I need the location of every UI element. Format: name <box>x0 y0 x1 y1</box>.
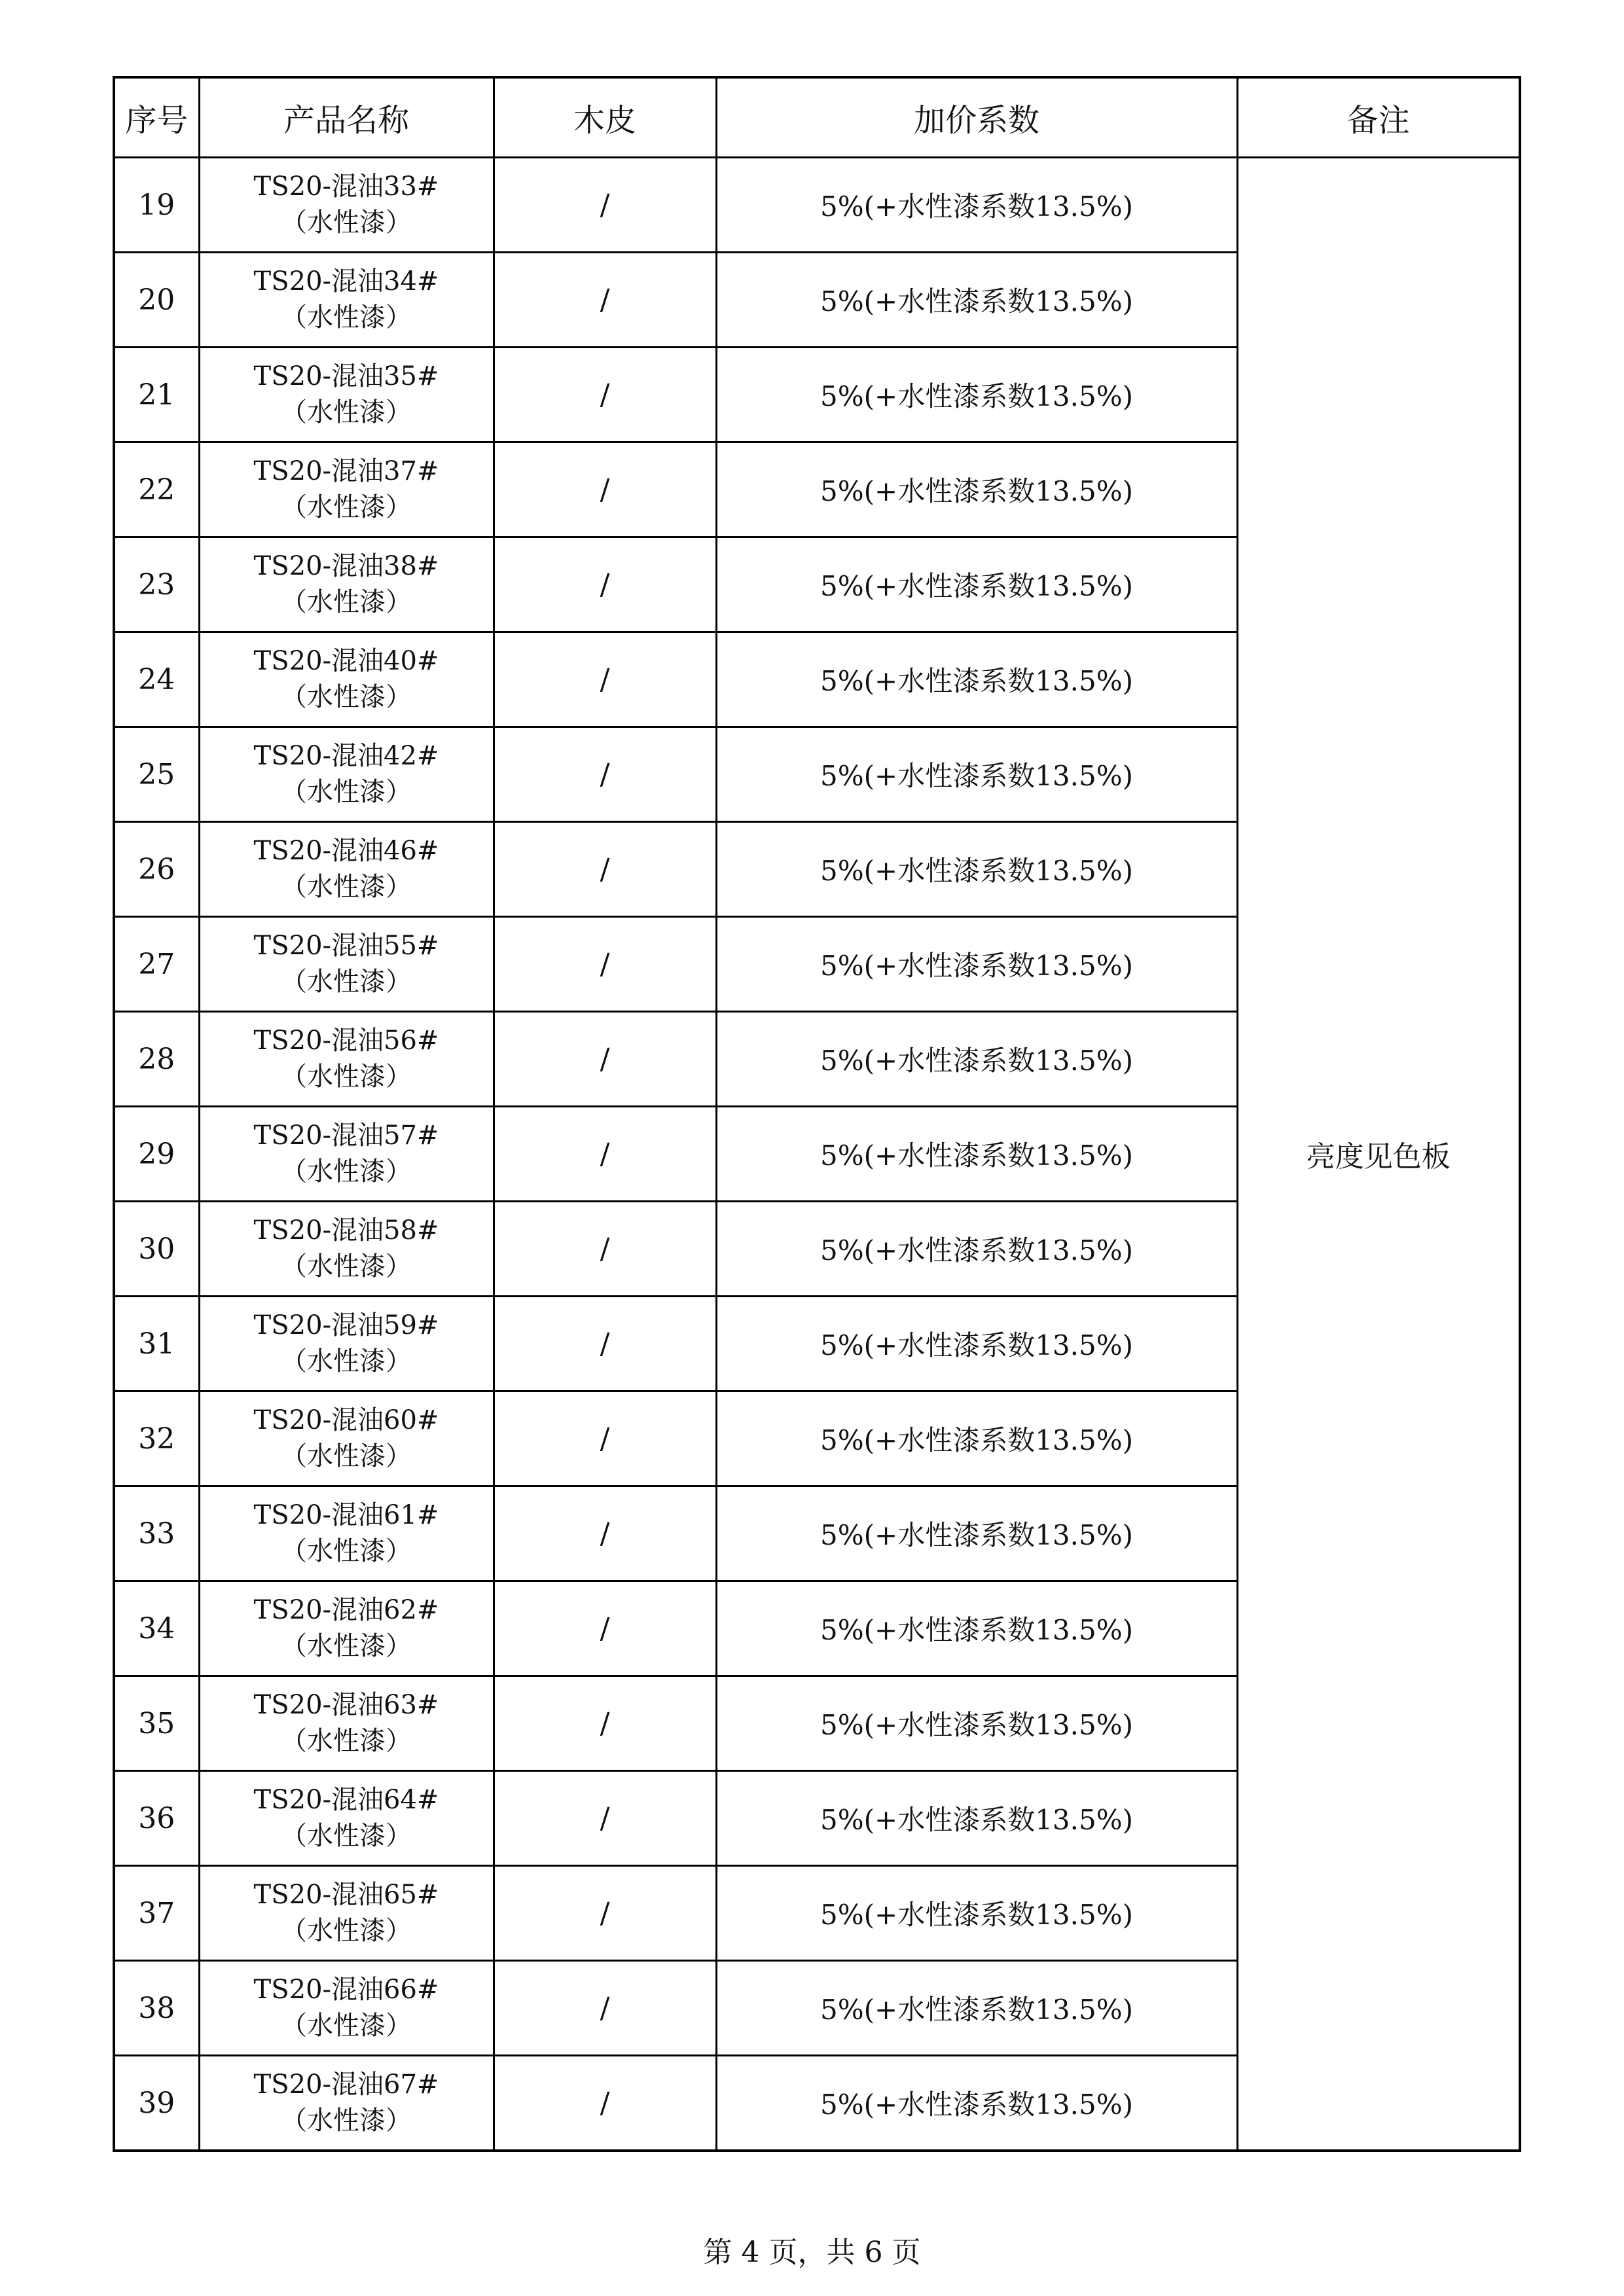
serial-number-cell: 36 <box>114 1771 199 1866</box>
product-paint-type: （水性漆） <box>281 967 412 997</box>
wood-veneer-cell: / <box>494 1012 716 1107</box>
product-name: TS20-混油55# <box>253 931 439 961</box>
product-paint-type: （水性漆） <box>281 302 412 332</box>
product-paint-type: （水性漆） <box>281 1346 412 1376</box>
product-name: TS20-混油60# <box>253 1405 439 1435</box>
product-name: TS20-混油59# <box>253 1310 439 1340</box>
page-number-text: 第 4 页，共 6 页 <box>703 2236 921 2269</box>
price-coefficient-cell: 5%(+水性漆系数13.5%) <box>716 1581 1237 1676</box>
serial-number-cell: 23 <box>114 537 199 632</box>
price-coefficient-cell: 5%(+水性漆系数13.5%) <box>716 1391 1237 1486</box>
serial-number-cell: 34 <box>114 1581 199 1676</box>
wood-veneer-cell: / <box>494 1202 716 1297</box>
wood-veneer-cell: / <box>494 917 716 1012</box>
product-name-cell <box>199 1961 494 2056</box>
wood-veneer-cell: / <box>494 1866 716 1961</box>
product-name: TS20-混油62# <box>253 1595 439 1625</box>
serial-number-cell: 20 <box>114 253 199 348</box>
product-name: TS20-混油65# <box>253 1880 439 1910</box>
price-coefficient-cell: 5%(+水性漆系数13.5%) <box>716 1771 1237 1866</box>
product-name: TS20-混油66# <box>253 1975 439 2005</box>
serial-number-cell: 22 <box>114 442 199 537</box>
wood-veneer-cell: / <box>494 1961 716 2056</box>
serial-number-cell: 29 <box>114 1107 199 1202</box>
product-name-cell <box>199 727 494 822</box>
product-name: TS20-混油46# <box>253 836 439 866</box>
wood-veneer-cell: / <box>494 1676 716 1771</box>
product-paint-type: （水性漆） <box>281 1157 412 1187</box>
product-name: TS20-混油40# <box>253 646 439 676</box>
product-paint-type: （水性漆） <box>281 2011 412 2041</box>
price-coefficient-cell: 5%(+水性漆系数13.5%) <box>716 1866 1237 1961</box>
product-paint-type: （水性漆） <box>281 1821 412 1851</box>
product-paint-type: （水性漆） <box>281 397 412 427</box>
product-name: TS20-混油42# <box>253 741 439 771</box>
wood-veneer-cell: / <box>494 2056 716 2151</box>
serial-number-cell: 33 <box>114 1486 199 1581</box>
product-paint-type: （水性漆） <box>281 1536 412 1566</box>
serial-number-cell: 35 <box>114 1676 199 1771</box>
serial-number-cell: 25 <box>114 727 199 822</box>
price-coefficient-cell: 5%(+水性漆系数13.5%) <box>716 1012 1237 1107</box>
product-paint-type: （水性漆） <box>281 1062 412 1092</box>
product-name-cell <box>199 1012 494 1107</box>
product-name: TS20-混油63# <box>253 1690 439 1720</box>
price-coefficient-cell: 5%(+水性漆系数13.5%) <box>716 632 1237 727</box>
serial-number-cell: 39 <box>114 2056 199 2151</box>
product-name-cell <box>199 1486 494 1581</box>
price-coefficient-cell: 5%(+水性漆系数13.5%) <box>716 1107 1237 1202</box>
product-name: TS20-混油61# <box>253 1500 439 1530</box>
product-paint-type: （水性漆） <box>281 1631 412 1661</box>
product-name-cell <box>199 2056 494 2151</box>
price-coefficient-cell: 5%(+水性漆系数13.5%) <box>716 917 1237 1012</box>
product-name-cell <box>199 537 494 632</box>
product-name: TS20-混油38# <box>253 551 439 581</box>
price-coefficient-cell: 5%(+水性漆系数13.5%) <box>716 1202 1237 1297</box>
product-name: TS20-混油33# <box>253 171 439 202</box>
wood-veneer-cell: / <box>494 822 716 917</box>
wood-veneer-cell: / <box>494 727 716 822</box>
serial-number-cell: 32 <box>114 1391 199 1486</box>
price-coefficient-cell: 5%(+水性漆系数13.5%) <box>716 1486 1237 1581</box>
product-paint-type: （水性漆） <box>281 872 412 902</box>
product-name-cell <box>199 442 494 537</box>
price-coefficient-cell: 5%(+水性漆系数13.5%) <box>716 1676 1237 1771</box>
price-coefficient-cell: 5%(+水性漆系数13.5%) <box>716 1961 1237 2056</box>
page-footer <box>0 2229 1624 2270</box>
product-name-cell <box>199 1771 494 1866</box>
price-coefficient-cell: 5%(+水性漆系数13.5%) <box>716 537 1237 632</box>
product-name-cell <box>199 158 494 253</box>
product-name-cell <box>199 1202 494 1297</box>
serial-number-cell: 31 <box>114 1297 199 1391</box>
header-serial-number: 序号 <box>114 77 199 158</box>
serial-number-cell: 37 <box>114 1866 199 1961</box>
product-paint-type: （水性漆） <box>281 777 412 807</box>
product-paint-type: （水性漆） <box>281 2106 412 2136</box>
product-name-cell <box>199 348 494 442</box>
product-name-cell <box>199 1866 494 1961</box>
header-wood-veneer: 木皮 <box>494 77 716 158</box>
serial-number-cell: 26 <box>114 822 199 917</box>
wood-veneer-cell: / <box>494 1771 716 1866</box>
product-name-cell <box>199 632 494 727</box>
product-name-cell <box>199 917 494 1012</box>
product-name-cell <box>199 822 494 917</box>
product-name-cell <box>199 1581 494 1676</box>
price-coefficient-cell: 5%(+水性漆系数13.5%) <box>716 158 1237 253</box>
product-paint-type: （水性漆） <box>281 1726 412 1756</box>
wood-veneer-cell: / <box>494 632 716 727</box>
price-coefficient-cell: 5%(+水性漆系数13.5%) <box>716 2056 1237 2151</box>
product-name-cell <box>199 253 494 348</box>
product-paint-type: （水性漆） <box>281 587 412 617</box>
product-paint-type: （水性漆） <box>281 1251 412 1282</box>
serial-number-cell: 19 <box>114 158 199 253</box>
serial-number-cell: 28 <box>114 1012 199 1107</box>
header-product-name: 产品名称 <box>199 77 494 158</box>
wood-veneer-cell: / <box>494 348 716 442</box>
wood-veneer-cell: / <box>494 158 716 253</box>
product-name: TS20-混油37# <box>253 456 439 486</box>
product-name-cell <box>199 1676 494 1771</box>
wood-veneer-cell: / <box>494 1107 716 1202</box>
serial-number-cell: 21 <box>114 348 199 442</box>
price-table <box>113 76 1521 2152</box>
wood-veneer-cell: / <box>494 253 716 348</box>
product-name: TS20-混油58# <box>253 1215 439 1246</box>
header-price-coefficient: 加价系数 <box>716 77 1237 158</box>
product-paint-type: （水性漆） <box>281 1916 412 1946</box>
price-coefficient-cell: 5%(+水性漆系数13.5%) <box>716 348 1237 442</box>
table-body <box>114 158 1520 2151</box>
serial-number-cell: 24 <box>114 632 199 727</box>
header-remarks: 备注 <box>1237 77 1520 158</box>
price-coefficient-cell: 5%(+水性漆系数13.5%) <box>716 442 1237 537</box>
product-name: TS20-混油64# <box>253 1785 439 1815</box>
product-name: TS20-混油57# <box>253 1121 439 1151</box>
wood-veneer-cell: / <box>494 1486 716 1581</box>
product-paint-type: （水性漆） <box>281 207 412 238</box>
table-header-row <box>114 77 1520 158</box>
product-name: TS20-混油56# <box>253 1026 439 1056</box>
product-name-cell <box>199 1107 494 1202</box>
wood-veneer-cell: / <box>494 1391 716 1486</box>
table-row <box>114 158 1520 253</box>
price-coefficient-cell: 5%(+水性漆系数13.5%) <box>716 727 1237 822</box>
price-coefficient-cell: 5%(+水性漆系数13.5%) <box>716 1297 1237 1391</box>
product-name: TS20-混油34# <box>253 266 439 296</box>
product-name-cell <box>199 1297 494 1391</box>
serial-number-cell: 38 <box>114 1961 199 2056</box>
product-paint-type: （水性漆） <box>281 492 412 522</box>
product-name: TS20-混油35# <box>253 361 439 391</box>
product-name: TS20-混油67# <box>253 2070 439 2100</box>
product-paint-type: （水性漆） <box>281 682 412 712</box>
serial-number-cell: 27 <box>114 917 199 1012</box>
product-name-cell <box>199 1391 494 1486</box>
serial-number-cell: 30 <box>114 1202 199 1297</box>
wood-veneer-cell: / <box>494 1297 716 1391</box>
wood-veneer-cell: / <box>494 537 716 632</box>
remarks-cell: 亮度见色板 <box>1237 158 1520 2151</box>
wood-veneer-cell: / <box>494 442 716 537</box>
price-coefficient-cell: 5%(+水性漆系数13.5%) <box>716 253 1237 348</box>
wood-veneer-cell: / <box>494 1581 716 1676</box>
product-paint-type: （水性漆） <box>281 1441 412 1471</box>
price-coefficient-cell: 5%(+水性漆系数13.5%) <box>716 822 1237 917</box>
